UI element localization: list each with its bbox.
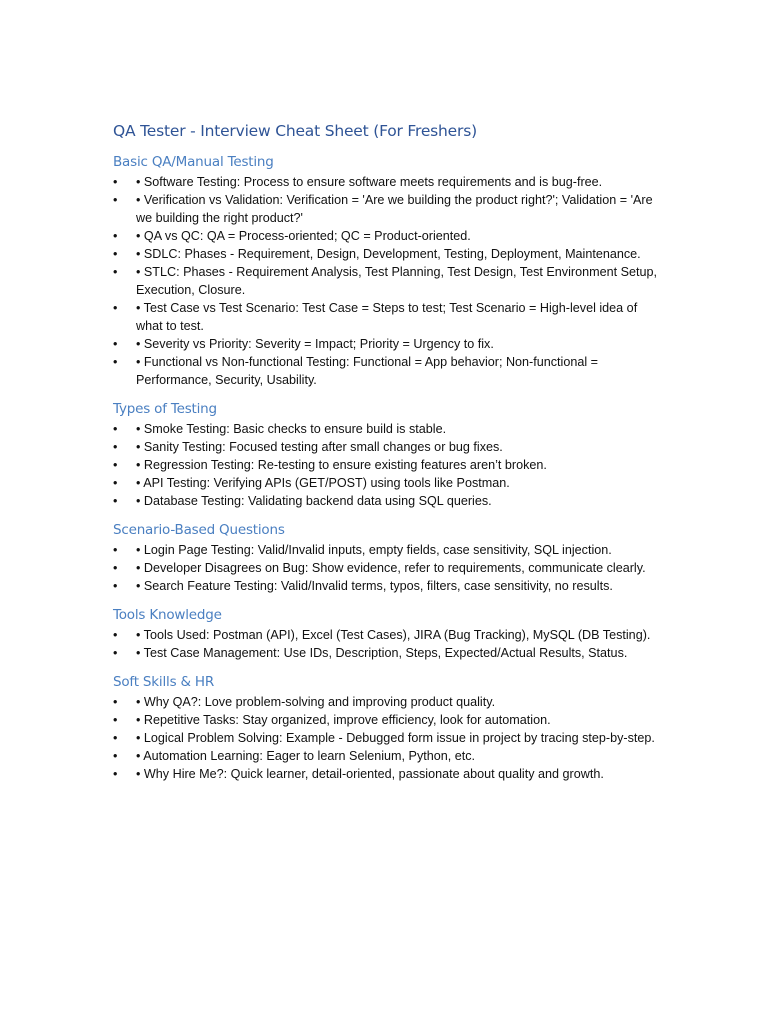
- section-heading: Types of Testing: [113, 401, 217, 417]
- list-item: [113, 492, 658, 510]
- bullet-icon: •: [113, 731, 118, 745]
- bullet-icon: •: [113, 561, 118, 575]
- bullet-list: [113, 626, 658, 662]
- section-heading: Tools Knowledge: [113, 607, 222, 623]
- list-item-text: • Login Page Testing: Valid/Invalid inputs, empty fields, case sensitivity, SQL injection.: [136, 543, 612, 557]
- bullet-icon: •: [113, 543, 118, 557]
- list-item-text: • Tools Used: Postman (API), Excel (Test Cases), JIRA (Bug Tracking), MySQL (DB Testing).: [136, 628, 651, 642]
- list-item: [113, 420, 658, 438]
- section-scenario-based: [113, 522, 658, 595]
- bullet-icon: •: [113, 713, 118, 727]
- bullet-icon: •: [113, 175, 118, 189]
- list-item-text: • Sanity Testing: Focused testing after small changes or bug fixes.: [136, 440, 503, 454]
- list-item: [113, 335, 658, 353]
- list-item-text: • Why Hire Me?: Quick learner, detail-oriented, passionate about quality and growth.: [136, 767, 604, 781]
- list-item: [113, 693, 658, 711]
- bullet-icon: •: [113, 458, 118, 472]
- list-item-text: • SDLC: Phases - Requirement, Design, Development, Testing, Deployment, Maintenance.: [136, 247, 641, 261]
- list-item: [113, 711, 658, 729]
- bullet-icon: •: [113, 494, 118, 508]
- bullet-icon: •: [113, 767, 118, 781]
- document-title: QA Tester - Interview Cheat Sheet (For Freshers): [113, 122, 477, 140]
- list-item: [113, 747, 658, 765]
- section-types-of-testing: [113, 401, 658, 510]
- bullet-icon: •: [113, 628, 118, 642]
- bullet-icon: •: [113, 193, 118, 207]
- list-item-text: • Database Testing: Validating backend data using SQL queries.: [136, 494, 492, 508]
- bullet-icon: •: [113, 440, 118, 454]
- section-soft-skills: [113, 674, 658, 783]
- list-item: [113, 559, 658, 577]
- list-item: [113, 729, 658, 747]
- list-item: [113, 173, 658, 191]
- bullet-icon: •: [113, 579, 118, 593]
- bullet-icon: •: [113, 229, 118, 243]
- list-item: [113, 245, 658, 263]
- list-item: [113, 191, 658, 227]
- list-item: [113, 474, 658, 492]
- section-basic-qa: [113, 154, 658, 389]
- section-tools-knowledge: [113, 607, 658, 662]
- list-item-text: • Severity vs Priority: Severity = Impact; Priority = Urgency to fix.: [136, 337, 494, 351]
- bullet-icon: •: [113, 265, 118, 279]
- bullet-list: [113, 420, 658, 510]
- list-item: [113, 577, 658, 595]
- list-item: [113, 644, 658, 662]
- list-item-text: • Search Feature Testing: Valid/Invalid terms, typos, filters, case sensitivity, no results.: [136, 579, 613, 593]
- list-item-text: • Automation Learning: Eager to learn Selenium, Python, etc.: [136, 749, 476, 763]
- section-heading: Soft Skills & HR: [113, 674, 215, 690]
- bullet-icon: •: [113, 646, 118, 660]
- section-heading: Scenario-Based Questions: [113, 522, 285, 538]
- list-item-text: • Smoke Testing: Basic checks to ensure build is stable.: [136, 422, 447, 436]
- list-item-text: • STLC: Phases - Requirement Analysis, Test Planning, Test Design, Test Environment Setup, Execution, Closure.: [136, 265, 658, 297]
- list-item-text: • Developer Disagrees on Bug: Show evidence, refer to requirements, communicate clearly.: [136, 561, 646, 575]
- bullet-icon: •: [113, 247, 118, 261]
- list-item-text: • Test Case vs Test Scenario: Test Case = Steps to test; Test Scenario = High-level idea of what to test.: [136, 301, 638, 333]
- bullet-icon: •: [113, 337, 118, 351]
- list-item-text: • Regression Testing: Re-testing to ensure existing features aren’t broken.: [136, 458, 547, 472]
- list-item-text: • Repetitive Tasks: Stay organized, improve efficiency, look for automation.: [136, 713, 551, 727]
- bullet-icon: •: [113, 301, 118, 315]
- bullet-list: [113, 541, 658, 595]
- list-item-text: • Test Case Management: Use IDs, Description, Steps, Expected/Actual Results, Status.: [136, 646, 628, 660]
- bullet-icon: •: [113, 422, 118, 436]
- list-item: [113, 353, 658, 389]
- bullet-list: [113, 693, 658, 783]
- bullet-list: [113, 173, 658, 389]
- bullet-icon: •: [113, 749, 118, 763]
- list-item: [113, 541, 658, 559]
- bullet-icon: •: [113, 355, 118, 369]
- list-item-text: • Verification vs Validation: Verification = 'Are we building the product right?'; Validation = 'Are we building the right product?': [136, 193, 653, 225]
- bullet-icon: •: [113, 695, 118, 709]
- bullet-icon: •: [113, 476, 118, 490]
- list-item: [113, 456, 658, 474]
- document-page: [113, 122, 658, 795]
- list-item: [113, 227, 658, 245]
- list-item-text: • API Testing: Verifying APIs (GET/POST) using tools like Postman.: [136, 476, 510, 490]
- list-item-text: • Software Testing: Process to ensure software meets requirements and is bug-free.: [136, 175, 603, 189]
- list-item-text: • QA vs QC: QA = Process-oriented; QC = Product-oriented.: [136, 229, 471, 243]
- list-item: [113, 626, 658, 644]
- section-heading: Basic QA/Manual Testing: [113, 154, 274, 170]
- list-item-text: • Functional vs Non-functional Testing: Functional = App behavior; Non-functional = Performance, Security, Usability.: [136, 355, 599, 387]
- list-item: [113, 765, 658, 783]
- list-item-text: • Why QA?: Love problem-solving and improving product quality.: [136, 695, 496, 709]
- list-item: [113, 299, 658, 335]
- list-item: [113, 263, 658, 299]
- list-item: [113, 438, 658, 456]
- list-item-text: • Logical Problem Solving: Example - Debugged form issue in project by tracing step-by-step.: [136, 731, 655, 745]
